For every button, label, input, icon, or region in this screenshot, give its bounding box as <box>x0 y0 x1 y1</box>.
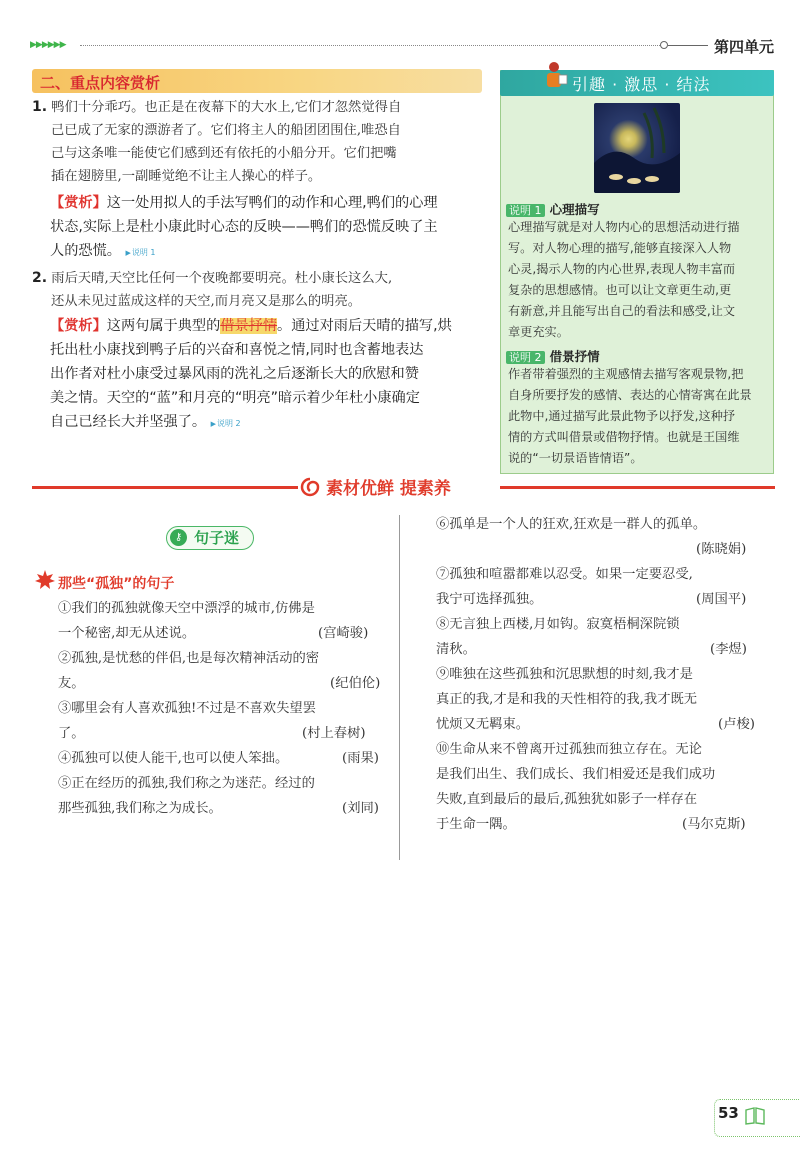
quote-6 <box>436 512 706 537</box>
person-icon <box>540 60 568 94</box>
quote-line: ③哪里会有人喜欢孤独!不过是不喜欢失望罢 <box>58 701 316 716</box>
quote-5 <box>58 771 315 821</box>
passage-line: 己已成了无家的漂游者了。它们将主人的船团团围住,唯恐自 <box>51 123 401 138</box>
quote-1 <box>58 596 315 646</box>
note-tag: 说明 1 <box>506 204 545 217</box>
sidebar-title: 引趣 · 激思 · 结法 <box>572 75 711 94</box>
note-line: 情的方式叫借景或借物抒情。也就是王国维 <box>508 430 740 444</box>
passage-line: 插在翅膀里,一副睡觉绝不让主人操心的样子。 <box>51 169 322 184</box>
passage-2 <box>32 267 392 313</box>
header-divider <box>80 45 660 46</box>
quote-author: (陈晓娟) <box>696 542 747 557</box>
quote-line: 是我们出生、我们成长、我们相爱还是我们成功 <box>436 767 716 782</box>
quote-author: (雨果) <box>342 751 379 766</box>
analysis-line: 自己已经长大并坚强了。 <box>50 414 207 430</box>
note-line: 作者带着强烈的主观感情去描写客观景物,把 <box>508 367 744 381</box>
analysis-line: 出作者对杜小康受过暴风雨的洗礼之后逐渐长大的欣慰和赞 <box>50 366 419 382</box>
key-icon: ⚷ <box>170 529 187 546</box>
quote-author: (宫崎骏) <box>318 626 369 641</box>
quote-line: 那些孤独,我们称之为成长。 <box>58 801 222 816</box>
quote-author: (纪伯伦) <box>330 676 381 691</box>
quote-line: 了。 <box>58 726 85 741</box>
passage-line: 己与这条唯一能使它们感到还有依托的小船分开。它们把嘴 <box>51 146 397 161</box>
swirl-icon <box>300 477 320 497</box>
quote-author: (村上春树) <box>302 726 366 741</box>
quote-10 <box>436 737 715 837</box>
note-title: 心理描写 <box>549 202 600 217</box>
passage-line: 还从未见过蓝成这样的天空,而月亮又是那么的明亮。 <box>51 294 362 309</box>
analysis-line: 美之情。天空的“蓝”和月亮的“明亮”暗示着少年杜小康确定 <box>50 390 420 406</box>
quote-author: (卢梭) <box>718 717 755 732</box>
quote-2 <box>58 646 319 696</box>
page-number: 53 <box>718 1104 739 1122</box>
note-line: 心灵,揭示人物的内心世界,表现人物丰富而 <box>508 262 736 276</box>
quote-9 <box>436 662 697 737</box>
analysis-line: 。通过对雨后天晴的描写,烘 <box>277 318 452 334</box>
quote-line: ④孤独可以使人能干,也可以使人笨拙。 <box>58 751 289 766</box>
note-line: 说的“一切景语皆情语”。 <box>508 451 643 465</box>
quote-author: (刘同) <box>342 801 379 816</box>
passage-line: 雨后天晴,天空比任何一个夜晚都要明亮。杜小康长这么大, <box>51 271 393 286</box>
book-icon <box>744 1106 766 1126</box>
quote-line: ⑦孤独和喧嚣都难以忍受。如果一定要忍受, <box>436 567 693 582</box>
section-title: 二、重点内容赏析 <box>40 74 161 92</box>
quote-author: (马尔克斯) <box>682 817 746 832</box>
maple-leaf-icon <box>34 569 56 591</box>
quote-4 <box>58 746 288 771</box>
analysis-line: 这一处用拟人的手法写鸭们的动作和心理,鸭们的心理 <box>106 195 438 211</box>
analysis-line: 托出杜小康找到鸭子后的兴奋和喜悦之情,同时也含蓄地表达 <box>50 342 424 358</box>
header-arrows-icon: ▶▶▶▶▶▶ <box>30 40 66 50</box>
quote-line: 忧烦又无羁束。 <box>436 717 530 732</box>
quote-author: (李煜) <box>710 642 747 657</box>
note-line: 自身所要抒发的感情、表达的心情寄寓在此景 <box>508 388 752 402</box>
header-divider-right <box>668 45 708 46</box>
quote-line: 清秋。 <box>436 642 476 657</box>
quote-line: ⑨唯独在这些孤独和沉思默想的时刻,我才是 <box>436 667 693 682</box>
analysis-1 <box>50 191 438 265</box>
quote-line: 真正的我,才是和我的天性相符的我,我才既无 <box>436 692 698 707</box>
quote-line: 友。 <box>58 676 85 691</box>
illustration-moon-ducks <box>594 103 680 193</box>
note-tag: 说明 2 <box>506 351 545 364</box>
quote-author: (周国平) <box>696 592 747 607</box>
analysis-tag: 【赏析】 <box>50 318 107 334</box>
highlight-term: 借景抒情 <box>220 318 278 334</box>
divider-line-left <box>32 486 298 489</box>
sentence-badge-label: 句子迷 <box>194 529 240 547</box>
quote-line: 于生命一隅。 <box>436 817 516 832</box>
quote-line: ②孤独,是忧愁的伴侣,也是每次精神活动的密 <box>58 651 320 666</box>
note-line: 心理描写就是对人物内心的思想活动进行描 <box>508 220 740 234</box>
unit-title: 第四单元 <box>714 38 775 56</box>
sidebar-note-1-heading <box>506 199 600 218</box>
quote-line: 一个秘密,却无从述说。 <box>58 626 196 641</box>
column-divider <box>399 515 400 860</box>
sidebar-note-1-body <box>508 217 740 343</box>
note-line: 有新意,并且能写出自己的看法和感受,让文 <box>508 304 736 318</box>
note-line: 复杂的思想感情。也可以让文章更生动,更 <box>508 283 732 297</box>
note-line: 此物中,通过描写此景此物予以抒发,这种抒 <box>508 409 736 423</box>
analysis-2 <box>50 314 452 436</box>
quote-8 <box>436 612 680 662</box>
quote-line: 失败,直到最后的最后,孤独犹如影子一样存在 <box>436 792 698 807</box>
quote-line: ⑥孤单是一个人的狂欢,狂欢是一群人的孤单。 <box>436 517 707 532</box>
note-title: 借景抒情 <box>549 349 600 364</box>
note-line: 章更充实。 <box>508 325 569 339</box>
divider-title: 素材优鲜 提素养 <box>326 479 451 499</box>
analysis-line: 状态,实际上是杜小康此时心态的反映——鸭们的恐慌反映了主 <box>50 219 438 235</box>
quote-7 <box>436 562 693 612</box>
analysis-line: 人的恐慌。 <box>50 243 121 259</box>
sidebar-note-2-body <box>508 364 752 469</box>
item-number: 1. <box>32 99 48 115</box>
sidebar-note-2-heading <box>506 346 600 365</box>
quote-line: ⑤正在经历的孤独,我们称之为迷茫。经过的 <box>58 776 315 791</box>
analysis-tag: 【赏析】 <box>50 195 107 211</box>
divider-line-right <box>500 486 775 489</box>
analysis-line: 这两句属于典型的 <box>106 318 221 334</box>
note-link-2[interactable]: ▶ 说明 2 <box>211 419 241 428</box>
quote-3 <box>58 696 316 746</box>
note-link-1[interactable]: ▶ 说明 1 <box>125 248 155 257</box>
quote-line: ①我们的孤独就像天空中漂浮的城市,仿佛是 <box>58 601 315 616</box>
quote-line: 我宁可选择孤独。 <box>436 592 543 607</box>
quote-line: ⑩生命从来不曾离开过孤独而独立存在。无论 <box>436 742 702 757</box>
sentence-subtitle: 那些“孤独”的句子 <box>58 576 175 592</box>
item-number: 2. <box>32 270 48 286</box>
passage-1 <box>32 96 401 188</box>
header-dot-icon <box>660 41 668 49</box>
quote-line: ⑧无言独上西楼,月如钩。寂寞梧桐深院锁 <box>436 617 680 632</box>
passage-line: 鸭们十分乖巧。也正是在夜幕下的大水上,它们才忽然觉得自 <box>51 100 402 115</box>
note-line: 写。对人物心理的描写,能够直接深入人物 <box>508 241 732 255</box>
